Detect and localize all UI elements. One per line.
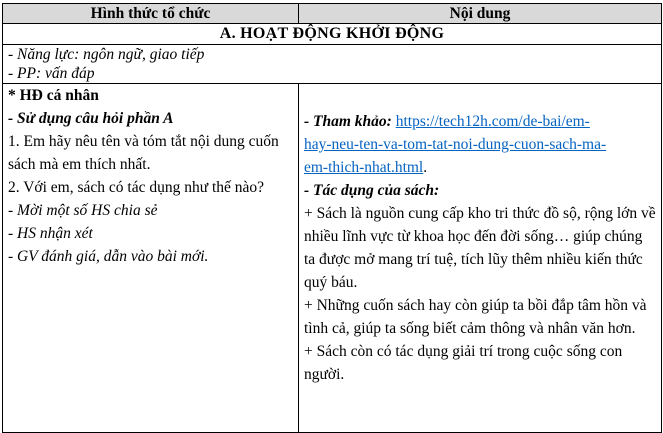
lesson-plan-table xyxy=(2,3,662,433)
question-1: 1. Em hãy nêu tên và tóm tắt nội dung cuốn sách mà em thích nhất. xyxy=(8,133,279,173)
activity-sub: - Sử dụng câu hỏi phần A xyxy=(8,110,174,127)
effect-item: + Những cuốn sách hay còn giúp ta bồi đắp tâm hồn và tình cả, giúp ta sống biết cảm thông và nhân văn hơn. xyxy=(304,297,647,337)
section-title-row xyxy=(3,24,662,45)
section-title: A. HOẠT ĐỘNG KHỞI ĐỘNG xyxy=(3,24,662,45)
step-item: - GV đánh giá, dẫn vào bài mới. xyxy=(8,248,209,265)
objective-item: - Năng lực: ngôn ngữ, giao tiếp xyxy=(8,46,205,63)
reference-end: . xyxy=(423,159,428,176)
reference-link-line: hay-neu-ten-va-tom-tat-noi-dung-cuon-sach-ma- xyxy=(304,136,607,153)
objectives-row xyxy=(3,45,662,84)
effect-item: + Sách là nguồn cung cấp kho tri thức đồ sộ, rộng lớn về nhiều lĩnh vực từ khoa học đến đời sống… giúp chúng ta được mở mang trí tuệ, tích lũy thêm nhiều kiến thức quý báu. xyxy=(304,205,656,291)
activity-right-cell xyxy=(299,84,662,433)
objectives-cell xyxy=(3,45,662,84)
effect-item: + Sách còn có tác dụng giải trí trong cuộc sống con người. xyxy=(304,343,623,383)
step-item: - HS nhận xét xyxy=(8,225,93,242)
header-content: Nội dung xyxy=(299,4,662,24)
reference-link-line: https://tech12h.com/de-bai/em- xyxy=(395,113,590,130)
reference-label: - Tham khảo: xyxy=(304,113,392,130)
reference-block xyxy=(304,110,656,179)
question-2: 2. Với em, sách có tác dụng như thế nào? xyxy=(8,179,265,196)
header-row xyxy=(3,4,662,24)
header-organization-form: Hình thức tổ chức xyxy=(3,4,299,24)
activity-heading: * HĐ cá nhân xyxy=(8,87,99,104)
effect-label: - Tác dụng của sách: xyxy=(304,182,440,199)
reference-link-line: em-thich-nhat.html xyxy=(304,159,424,176)
activity-left-cell xyxy=(3,84,299,433)
objective-item: - PP: vấn đáp xyxy=(8,65,95,82)
activity-row xyxy=(3,84,662,433)
step-item: - Mời một số HS chia sẻ xyxy=(8,202,158,219)
